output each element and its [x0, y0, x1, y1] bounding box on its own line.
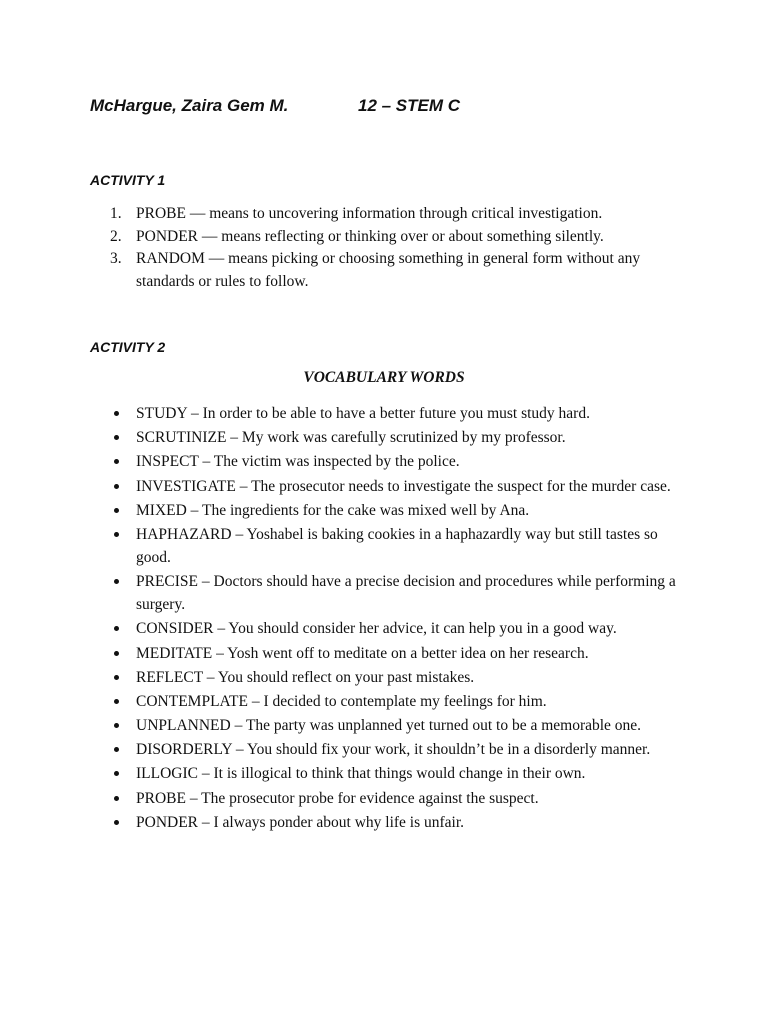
vocabulary-text: CONTEMPLATE – I decided to contemplate my feelings for him. — [136, 692, 547, 710]
bullet-icon — [114, 532, 119, 537]
vocabulary-text: STUDY – In order to be able to have a better future you must study hard. — [136, 405, 590, 422]
vocabulary-item — [90, 787, 690, 810]
vocabulary-item — [90, 762, 690, 785]
bullet-icon — [114, 459, 119, 464]
vocabulary-text: PRECISE – Doctors should have a precise decision and procedures while performing a surgery. — [136, 573, 676, 614]
vocabulary-item — [90, 523, 690, 569]
bullet-icon — [114, 435, 119, 440]
item-number: 1. — [110, 205, 122, 222]
vocabulary-item — [90, 642, 690, 665]
vocabulary-heading: VOCABULARY WORDS — [303, 369, 465, 386]
activity-1-title: ACTIVITY 1 — [90, 172, 166, 188]
vocabulary-text: MIXED – The ingredients for the cake was mixed well by Ana. — [136, 501, 530, 519]
vocabulary-item — [90, 475, 690, 498]
vocabulary-text: INVESTIGATE – The prosecutor needs to investigate the suspect for the murder case. — [136, 477, 671, 495]
definition-item — [90, 226, 690, 249]
bullet-icon — [114, 699, 119, 704]
vocabulary-item — [90, 617, 690, 640]
vocabulary-text: PONDER – I always ponder about why life is unfair. — [136, 813, 465, 831]
vocabulary-text: ILLOGIC – It is illogical to think that things would change in their own. — [136, 765, 586, 783]
definition-item — [90, 203, 690, 226]
item-number: 3. — [110, 250, 122, 267]
bullet-icon — [114, 771, 119, 776]
vocabulary-item — [90, 690, 690, 713]
vocabulary-item — [90, 811, 690, 834]
bullet-icon — [114, 651, 119, 656]
activity-1-list — [90, 203, 690, 293]
bullet-icon — [114, 747, 119, 752]
vocabulary-text: UNPLANNED – The party was unplanned yet turned out to be a memorable one. — [136, 717, 642, 735]
student-section: 12 – STEM C — [358, 96, 461, 115]
vocabulary-text: INSPECT – The victim was inspected by the police. — [136, 453, 460, 471]
definition-item — [90, 248, 690, 293]
vocabulary-text: CONSIDER – You should consider her advice, it can help you in a good way. — [136, 620, 617, 638]
vocabulary-text: PROBE – The prosecutor probe for evidence against the suspect. — [136, 789, 539, 807]
vocabulary-text: DISORDERLY – You should fix your work, it shouldn’t be in a disorderly manner. — [136, 741, 651, 759]
definition-text: PONDER — means reflecting or thinking over or about something silently. — [136, 227, 604, 245]
item-number: 2. — [110, 227, 122, 245]
vocabulary-item — [90, 499, 690, 522]
vocabulary-item — [90, 666, 690, 689]
bullet-icon — [114, 484, 119, 489]
bullet-icon — [114, 675, 119, 680]
document-header — [90, 96, 690, 120]
vocabulary-item — [90, 570, 690, 616]
bullet-icon — [114, 820, 119, 825]
vocabulary-text: REFLECT – You should reflect on your past mistakes. — [136, 668, 475, 686]
vocabulary-text: HAPHAZARD – Yoshabel is baking cookies in a haphazardly way but still tastes so good. — [136, 525, 658, 566]
vocabulary-item — [90, 450, 690, 473]
bullet-icon — [114, 626, 119, 631]
vocabulary-item — [90, 714, 690, 737]
bullet-icon — [114, 796, 119, 801]
vocabulary-text: SCRUTINIZE – My work was carefully scrutinized by my professor. — [136, 429, 566, 447]
vocabulary-text: MEDITATE – Yosh went off to meditate on a better idea on her research. — [136, 644, 589, 662]
vocabulary-item — [90, 402, 690, 425]
bullet-icon — [114, 508, 119, 513]
definition-text: PROBE — means to uncovering information through critical investigation. — [136, 205, 603, 222]
definition-text: RANDOM — means picking or choosing something in general form without any standards or rules to follow. — [136, 250, 641, 290]
bullet-icon — [114, 411, 119, 416]
vocabulary-item — [90, 738, 690, 761]
bullet-icon — [114, 723, 119, 728]
vocabulary-item — [90, 426, 690, 449]
bullet-icon — [114, 579, 119, 584]
activity-2-title: ACTIVITY 2 — [90, 339, 166, 355]
student-name: McHargue, Zaira Gem M. — [90, 96, 289, 115]
vocabulary-list — [90, 402, 690, 835]
